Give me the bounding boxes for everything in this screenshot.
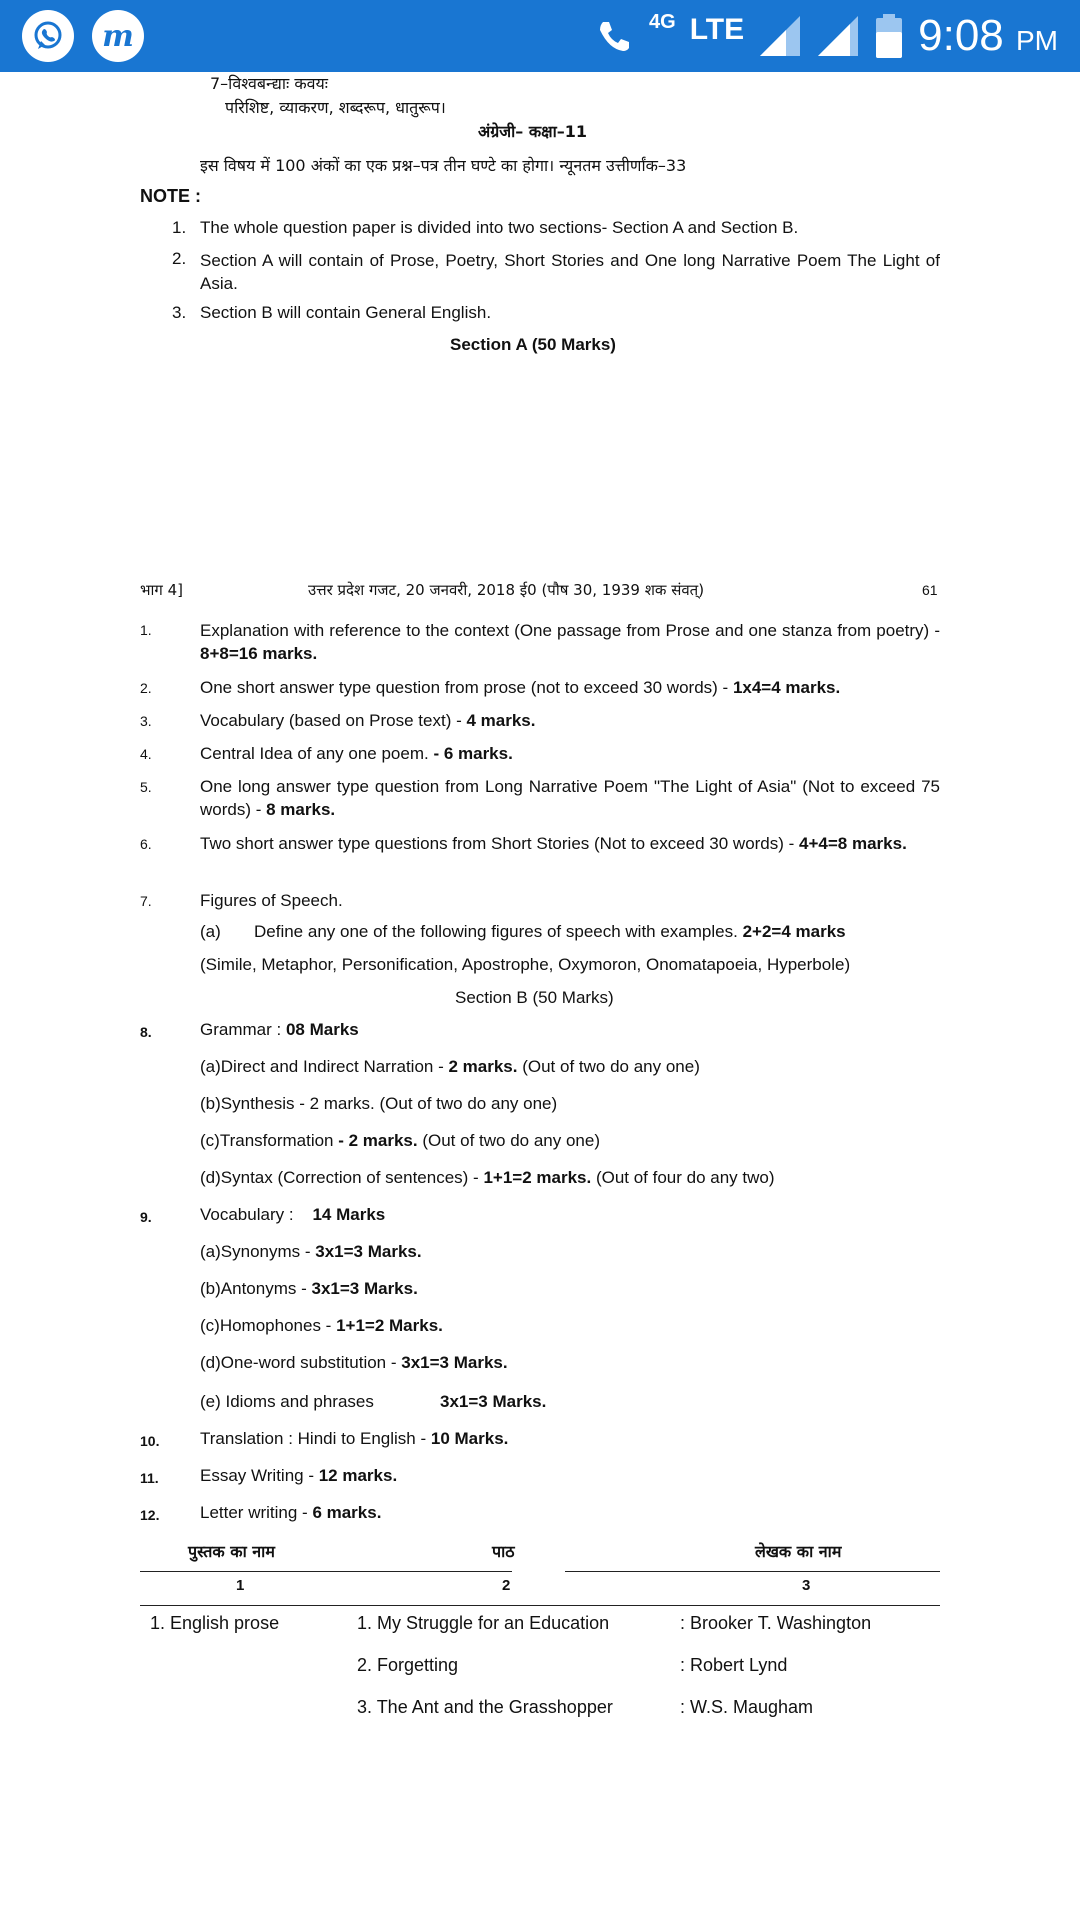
network-4g-label: 4G <box>649 10 676 33</box>
vocab-text: Vocabulary : <box>200 1205 299 1224</box>
item-2-marks: 1x4=4 marks. <box>732 678 841 697</box>
table-category: 1. English prose <box>150 1613 280 1633</box>
vocab-sub-c <box>200 1316 443 1336</box>
item-num-3: 3. <box>140 713 152 729</box>
vocab-sub-c-marks: 1+1=2 Marks. <box>336 1316 443 1335</box>
item-11-marks: 12 marks. <box>318 1466 398 1485</box>
page-header-right: 61 <box>922 582 938 598</box>
vocab-sub-e-marks: 3x1=3 Marks. <box>440 1392 547 1411</box>
grammar-sub-b <box>200 1094 557 1114</box>
notification-icons <box>22 10 144 62</box>
top-line-1: 7–विश्वबन्द्याः कवयः <box>210 74 329 93</box>
note-num-1: 1. <box>172 218 187 237</box>
item-4 <box>200 742 940 765</box>
item-3-marks: 4 marks. <box>466 711 536 730</box>
vocab-sub-b-marks: 3x1=3 Marks. <box>311 1279 418 1298</box>
signal-icon-1 <box>758 14 802 58</box>
grammar-marks: 08 Marks <box>285 1020 359 1039</box>
messenger-m-icon <box>92 10 144 62</box>
vocab-sub-b-text: (b)Antonyms - <box>200 1279 312 1298</box>
item-10-text: Translation : Hindi to English - <box>200 1429 431 1448</box>
clock-time: 9:08 <box>918 11 1004 60</box>
note-text-2: Section A will contain of Prose, Poetry, Short Stories and One long Narrative Poem The Light of Asia. <box>200 251 940 293</box>
note-num-2: 2. <box>172 249 187 268</box>
vocab-sub-b <box>200 1279 418 1299</box>
network-lte-label: LTE <box>689 13 745 46</box>
item-10-marks: 10 Marks. <box>430 1429 509 1448</box>
vocab-sub-d-text: (d)One-word substitution - <box>200 1353 402 1372</box>
item-num-6: 6. <box>140 836 152 852</box>
item-11 <box>200 1466 397 1486</box>
grammar-sub-c-marks: - 2 marks. <box>338 1131 418 1150</box>
section-b-heading: Section B (50 Marks) <box>455 988 614 1007</box>
table-row-2-author: : Robert Lynd <box>680 1655 788 1675</box>
item-1-text: Explanation with reference to the context (One passage from Prose and one stanza from poetry) - <box>200 621 940 640</box>
vocab-num: 9. <box>140 1209 152 1225</box>
grammar-sub-d-text: (d)Syntax (Correction of sentences) - <box>200 1168 484 1187</box>
vocab-heading <box>200 1205 385 1225</box>
clock <box>918 11 1058 61</box>
item-num-11: 11. <box>140 1470 159 1486</box>
note-num-3: 3. <box>172 303 187 322</box>
table-row-1-lesson: 1. My Struggle for an Education <box>357 1613 610 1633</box>
table-row-3-author: : W.S. Maugham <box>680 1697 814 1717</box>
item-num-7: 7. <box>140 893 152 909</box>
vocab-sub-a-marks: 3x1=3 Marks. <box>315 1242 422 1261</box>
grammar-sub-c <box>200 1131 600 1151</box>
document-viewer[interactable] <box>0 72 1080 1920</box>
item-num-2: 2. <box>140 680 152 696</box>
item-11-text: Essay Writing - <box>200 1466 319 1485</box>
table-col-num-2: 2 <box>502 1577 511 1594</box>
table-col-num-3: 3 <box>802 1577 811 1594</box>
status-right <box>595 0 1058 72</box>
vocab-marks: 14 Marks <box>312 1205 386 1224</box>
grammar-sub-a <box>200 1057 700 1077</box>
figure-a-label: (a) <box>200 922 221 941</box>
grammar-sub-a-tail: (Out of two do any one) <box>517 1057 700 1076</box>
whatsapp-icon <box>22 10 74 62</box>
item-7-text: Figures of Speech. <box>200 891 343 910</box>
item-2 <box>200 676 940 699</box>
note-text-3: Section B will contain General English. <box>200 303 492 322</box>
subject-intro: इस विषय में 100 अंकों का एक प्रश्न–पत्र तीन घण्टे का होगा। न्यूनतम उत्तीर्णांक–33 <box>200 156 687 175</box>
page-header-center: उत्तर प्रदेश गजट, 20 जनवरी, 2018 ई0 (पौष 30, 1939 शक संवत्) <box>308 581 705 599</box>
section-a-heading: Section A (50 Marks) <box>450 335 616 354</box>
wifi-calling-icon <box>595 16 635 56</box>
item-10 <box>200 1429 508 1449</box>
page-header-left: भाग 4] <box>140 581 184 599</box>
clock-ampm: PM <box>1016 25 1058 56</box>
vocab-sub-e <box>200 1392 374 1412</box>
item-6-text: Two short answer type questions from Short Stories (Not to exceed 30 words) - <box>200 834 800 853</box>
item-num-1: 1. <box>140 622 152 638</box>
battery-icon <box>874 12 904 60</box>
top-line-2: परिशिष्ट, व्याकरण, शब्दरूप, धातुरूप। <box>225 98 446 117</box>
item-4-marks: - 6 marks. <box>433 744 513 763</box>
item-5-marks: 8 marks. <box>266 800 336 819</box>
table-row-1-author: : Brooker T. Washington <box>680 1613 872 1633</box>
vocab-sub-d-marks: 3x1=3 Marks. <box>401 1353 508 1372</box>
item-6-marks: 4+4=8 marks. <box>799 834 907 853</box>
note-text-1: The whole question paper is divided into two sections- Section A and Section B. <box>200 218 799 237</box>
item-num-4: 4. <box>140 746 152 762</box>
item-1-marks: 8+8=16 marks. <box>200 644 318 663</box>
figure-a-text: Define any one of the following figures of speech with examples. <box>254 922 743 941</box>
table-col-num-1: 1 <box>236 1577 245 1594</box>
table-header-lesson: पाठ <box>492 1542 515 1561</box>
figure-list: (Simile, Metaphor, Personification, Apostrophe, Oxymoron, Onomatapoeia, Hyperbole) <box>200 955 851 974</box>
figure-a <box>254 922 846 942</box>
item-1 <box>200 619 940 665</box>
messenger-m-glyph: m <box>102 18 134 54</box>
table-header-rule-left <box>140 1571 512 1572</box>
vocab-sub-c-text: (c)Homophones - <box>200 1316 337 1335</box>
whatsapp-logo <box>31 19 65 53</box>
item-3 <box>200 709 940 732</box>
grammar-sub-b-text: (b)Synthesis - 2 marks. (Out of two do any one) <box>200 1094 558 1113</box>
vocab-sub-d <box>200 1353 508 1373</box>
item-12-text: Letter writing - <box>200 1503 313 1522</box>
table-row-2-lesson: 2. Forgetting <box>357 1655 459 1675</box>
vocab-sub-a <box>200 1242 422 1262</box>
grammar-sub-a-marks: 2 marks. <box>448 1057 518 1076</box>
item-3-text: Vocabulary (based on Prose text) - <box>200 711 467 730</box>
vocab-sub-e-text: (e) Idioms and phrases <box>200 1392 374 1411</box>
table-row-3-lesson: 3. The Ant and the Grasshopper <box>357 1697 613 1717</box>
grammar-sub-c-text: (c)Transformation <box>200 1131 339 1150</box>
item-12-marks: 6 marks. <box>312 1503 382 1522</box>
item-num-10: 10. <box>140 1433 160 1449</box>
item-num-12: 12. <box>140 1507 160 1523</box>
status-bar <box>0 0 1080 72</box>
subject-heading: अंग्रेजी– कक्षा–11 <box>478 122 588 141</box>
table-rule <box>140 1605 940 1606</box>
item-7 <box>200 889 940 912</box>
signal-icon-2 <box>816 14 860 58</box>
item-12 <box>200 1503 381 1523</box>
grammar-heading <box>200 1020 359 1040</box>
grammar-num: 8. <box>140 1024 152 1040</box>
item-5 <box>200 775 940 821</box>
grammar-text: Grammar : <box>200 1020 286 1039</box>
grammar-sub-a-text: (a)Direct and Indirect Narration - <box>200 1057 449 1076</box>
item-5-text: One long answer type question from Long Narrative Poem "The Light of Asia" (Not to exceed 75 words) - <box>200 777 940 819</box>
item-2-text: One short answer type question from prose (not to exceed 30 words) - <box>200 678 733 697</box>
item-num-5: 5. <box>140 779 152 795</box>
table-header-author: लेखक का नाम <box>755 1542 842 1561</box>
vocab-sub-a-text: (a)Synonyms - <box>200 1242 316 1261</box>
grammar-sub-c-tail: (Out of two do any one) <box>417 1131 601 1150</box>
grammar-sub-d-marks: 1+1=2 marks. <box>483 1168 592 1187</box>
grammar-sub-d <box>200 1168 775 1188</box>
table-header-book: पुस्तक का नाम <box>188 1542 275 1561</box>
item-4-text: Central Idea of any one poem. <box>200 744 434 763</box>
note-label: NOTE : <box>140 186 201 206</box>
figure-a-marks: 2+2=4 marks <box>742 922 846 941</box>
item-6 <box>200 832 940 855</box>
table-header-rule-right <box>565 1571 940 1572</box>
grammar-sub-d-tail: (Out of four do any two) <box>591 1168 775 1187</box>
